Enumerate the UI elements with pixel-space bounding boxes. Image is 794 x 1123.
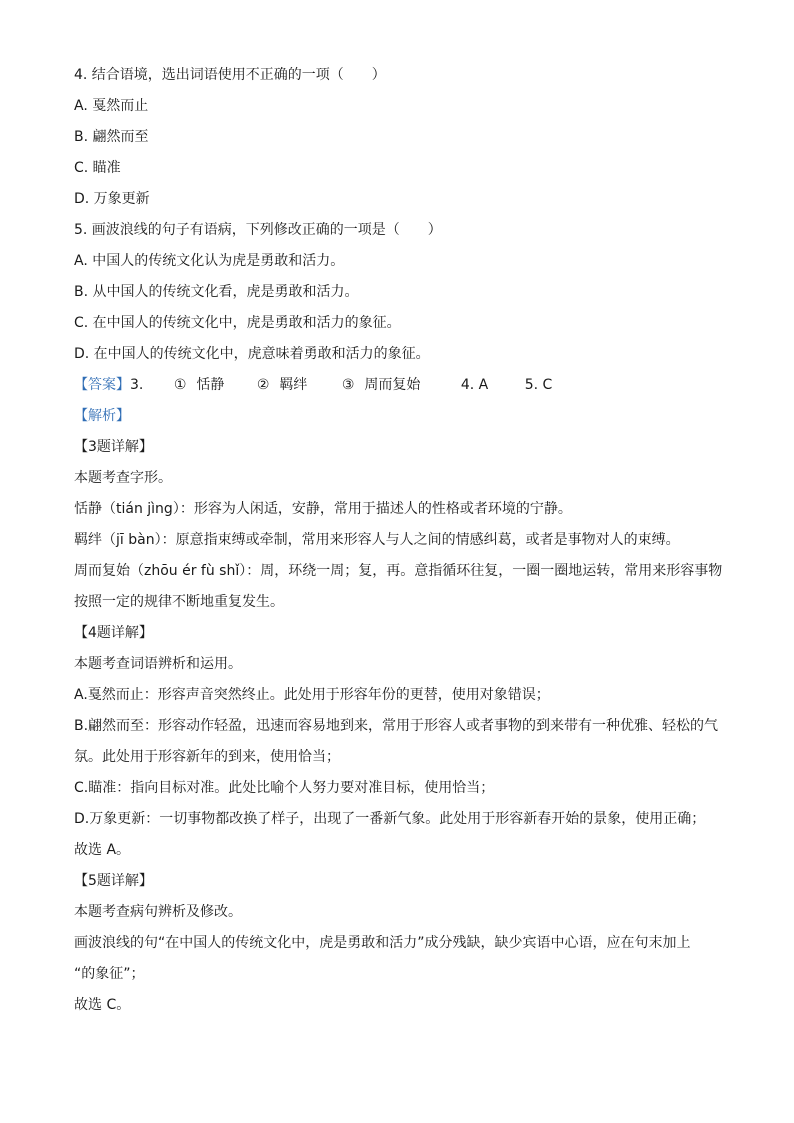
answer-row xyxy=(74,374,734,405)
section-4-line: A.戛然而止：形容声音突然终止。此处用于形容年份的更替，使用对象错误； xyxy=(74,687,550,703)
section-3-line: 羁绊（jī bàn）：原意指束缚或牵制，常用来形容人与人之间的情感纠葛，或者是事物对人的束缚。 xyxy=(74,532,680,548)
answer-q5: 5. C xyxy=(524,377,553,393)
question-4-option-a: A. 戛然而止 xyxy=(74,98,149,114)
section-4-line: 本题考查词语辨析和运用。 xyxy=(74,656,242,672)
question-5-stem: 5. 画波浪线的句子有语病，下列修改正确的一项是（ ） xyxy=(74,222,442,238)
section-4-line: C.瞄准：指向目标对准。此处比喻个人努力要对准目标，使用恰当； xyxy=(74,780,495,796)
section-4-line: B.翩然而至：形容动作轻盈，迅速而容易地到来，常用于形容人或者事物的到来带有一种优雅、轻松的气 xyxy=(74,718,719,734)
section-3-line: 周而复始（zhōu ér fù shǐ）：周，环绕一周；复，再。意指循环往复，一圈一圈地运转，常用来形容事物 xyxy=(74,563,723,579)
section-5-line: 故选 C。 xyxy=(74,997,131,1013)
section-4-line: 氛。此处用于形容新年的到来，使用恰当； xyxy=(74,749,340,765)
answer-q3-number: 3. xyxy=(130,377,144,393)
answer-q4: 4. A xyxy=(460,377,489,393)
answer-q3-1: 恬静 xyxy=(196,377,225,393)
question-5-option-c: C. 在中国人的传统文化中，虎是勇敢和活力的象征。 xyxy=(74,315,401,331)
circled-number-2: ② xyxy=(256,377,270,393)
section-3-title: 【3题详解】 xyxy=(74,439,153,455)
question-5-option-d: D. 在中国人的传统文化中，虎意味着勇敢和活力的象征。 xyxy=(74,346,430,362)
question-5-option-b: B. 从中国人的传统文化看，虎是勇敢和活力。 xyxy=(74,284,359,300)
question-4-option-c: C. 瞄准 xyxy=(74,160,121,176)
question-4-option-b: B. 翩然而至 xyxy=(74,129,149,145)
section-4-title: 【4题详解】 xyxy=(74,625,153,641)
circled-number-3: ③ xyxy=(341,377,355,393)
answer-label: 【答案】 xyxy=(74,377,130,393)
document-page xyxy=(74,64,734,1025)
section-3-line: 恬静（tián jìng）：形容为人闲适，安静，常用于描述人的性格或者环境的宁静。 xyxy=(74,501,572,517)
section-5-title: 【5题详解】 xyxy=(74,873,153,889)
question-4-stem: 4. 结合语境，选出词语使用不正确的一项（ ） xyxy=(74,67,386,83)
question-5-option-a: A. 中国人的传统文化认为虎是勇敢和活力。 xyxy=(74,253,345,269)
section-3-line: 按照一定的规律不断地重复发生。 xyxy=(74,594,284,610)
section-5-line: 本题考查病句辨析及修改。 xyxy=(74,904,242,920)
section-4-line: 故选 A。 xyxy=(74,842,131,858)
section-3-line: 本题考查字形。 xyxy=(74,470,172,486)
analysis-label: 【解析】 xyxy=(74,408,130,424)
circled-number-1: ① xyxy=(173,377,187,393)
section-4-line: D.万象更新：一切事物都改换了样子，出现了一番新气象。此处用于形容新春开始的景象，使用正确； xyxy=(74,811,706,827)
section-5-line: “的象征”； xyxy=(74,966,145,982)
section-5-line: 画波浪线的句“在中国人的传统文化中，虎是勇敢和活力”成分残缺，缺少宾语中心语，应在句末加上 xyxy=(74,935,691,951)
question-4-option-d: D. 万象更新 xyxy=(74,191,150,207)
answer-q3-2: 羁绊 xyxy=(279,377,308,393)
answer-q3-3: 周而复始 xyxy=(364,377,421,393)
